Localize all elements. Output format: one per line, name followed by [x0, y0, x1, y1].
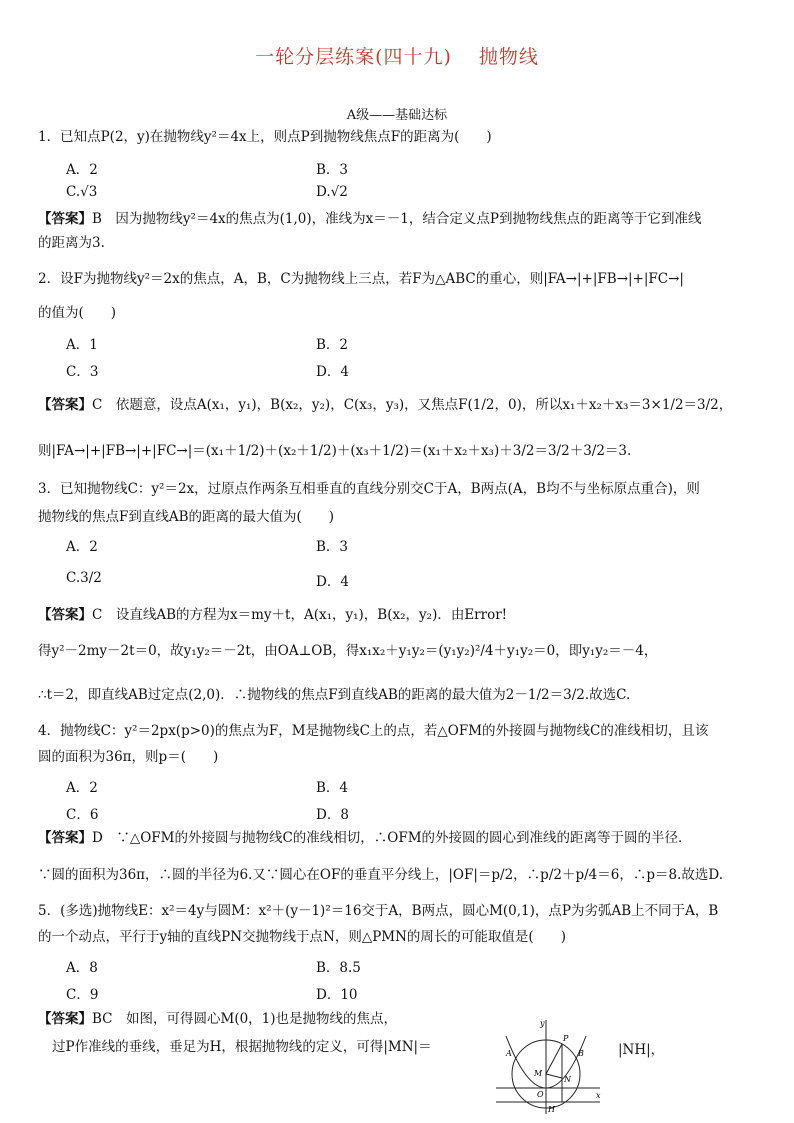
q4-answer-line-1: 【答案】D ∵△OFM的外接圆与抛物线C的准线相切，∴OFM的外接圆的圆心到准线的距离等于圆的半径． — [38, 830, 692, 846]
q5-option-d: D．10 — [316, 987, 358, 1003]
label-x: x — [596, 1091, 601, 1100]
q5-option-b: B．8.5 — [316, 960, 361, 976]
segment-mp — [546, 1044, 562, 1074]
q3-answer-line-1: 【答案】C 设直线AB的方程为x＝my＋t，A(x₁，y₁)，B(x₂，y₂)．由Error! — [38, 607, 508, 623]
q4-stem-line-1: 4．抛物线C：y²＝2px(p>0)的焦点为F，M是抛物线C上的点，若△OFM的外接圆与抛物线C的准线相切，且该 — [38, 723, 709, 739]
q1-answer-line-2: 的距离为3. — [38, 235, 105, 251]
label-b: B — [578, 1049, 584, 1058]
q3-answer-line-2: 得y²－2my－2t＝0，故y₁y₂＝－2t，由OA⊥OB，得x₁x₂＋y₁y₂＝(y₁y₂)²/4＋y₁y₂＝0，即y₁y₂＝－4， — [38, 643, 658, 659]
q2-option-b: B．2 — [316, 337, 349, 353]
answer-tag: 【答案】 — [38, 211, 92, 227]
q5-answer-line-2: 过P作准线的垂线，垂足为H，根据抛物线的定义，可得|MN|＝ — [52, 1039, 432, 1055]
q4-answer-line-2: ∵圆的面积为36π，∴圆的半径为6.又∵圆心在OF的垂直平分线上，|OF|＝p/2，∴p/2＋p/4＝6，∴p＝8.故选D. — [38, 867, 723, 883]
label-m: M — [534, 1069, 543, 1078]
q5-option-c: C．9 — [66, 987, 99, 1003]
q1-option-a: A．2 — [66, 162, 98, 178]
q1-answer-line-1: 【答案】B 因为抛物线y²＝4x的焦点为(1,0)，准线为x＝－1，结合定义点P到抛物线焦点的距离等于它到准线 — [38, 211, 702, 227]
label-h: H — [548, 1105, 555, 1114]
label-o: O — [537, 1090, 544, 1099]
q4-stem-line-2: 圆的面积为36π，则p＝( ) — [38, 749, 219, 765]
q4-option-d: D．8 — [316, 807, 349, 823]
q3-answer-line-3: ∴t＝2，即直线AB过定点(2,0)．∴抛物线的焦点F到直线AB的距离的最大值为2－1/2＝3/2.故选C. — [38, 687, 631, 703]
q4-option-c: C．6 — [66, 807, 99, 823]
q2-stem-line-1: 2．设F为抛物线y²＝2x的焦点，A，B，C为抛物线上三点，若F为△ABC的重心，则|FA→|+|FB→|+|FC→| — [38, 271, 684, 287]
q5-stem-line-1: 5．(多选)抛物线E：x²＝4y与圆M：x²＋(y－1)²＝16交于A，B两点，圆心M(0,1)，点P为劣弧AB上不同于A，B — [38, 903, 719, 919]
q3-option-d: D．4 — [316, 574, 349, 590]
q5-answer-line-1: 【答案】BC 如图，可得圆心M(0，1)也是抛物线的焦点， — [38, 1011, 398, 1027]
label-y: y — [540, 1019, 545, 1028]
q2-stem-line-2: 的值为( ) — [38, 305, 117, 321]
q3-stem-line-2: 抛物线的焦点F到直线AB的距离的最大值为( ) — [38, 509, 335, 525]
q4-option-a: A．2 — [66, 780, 98, 796]
q2-answer-line-2: 则|FA→|+|FB→|+|FC→|＝(x₁＋1/2)＋(x₂＋1/2)＋(x₃＋1/2)＝(x₁＋x₂＋x₃)＋3/2＝3/2＋3/2＝3. — [38, 443, 632, 459]
q1-option-d: D.√2 — [316, 184, 348, 200]
label-p: P — [563, 1034, 569, 1043]
q3-option-c: C.3/2 — [66, 570, 102, 586]
page-title: 一轮分层练案(四十九) 抛物线 — [255, 46, 539, 68]
q5-geometry-figure — [492, 1016, 604, 1118]
q2-option-d: D．4 — [316, 364, 349, 380]
q3-option-b: B．3 — [316, 539, 349, 555]
q2-option-c: C．3 — [66, 364, 99, 380]
q2-option-a: A．1 — [66, 337, 98, 353]
q1-stem: 1．已知点P(2，y)在抛物线y²＝4x上，则点P到抛物线焦点F的距离为( ) — [38, 129, 492, 145]
q3-option-a: A．2 — [66, 539, 98, 555]
section-heading: A级——基础达标 — [346, 108, 448, 123]
q1-option-b: B．3 — [316, 162, 349, 178]
q1-option-c: C.√3 — [66, 184, 98, 200]
segment-mn — [546, 1074, 562, 1078]
label-a: A — [506, 1049, 512, 1058]
q5-option-a: A．8 — [66, 960, 98, 976]
q5-stem-line-2: 的一个动点，平行于y轴的直线PN交抛物线于点N，则△PMN的周长的可能取值是( ) — [38, 929, 566, 945]
label-n: N — [564, 1075, 571, 1084]
q3-stem-line-1: 3．已知抛物线C：y²＝2x，过原点作两条互相垂直的直线分别交C于A，B两点(A，B均不与坐标原点重合)，则 — [38, 481, 700, 497]
q4-option-b: B．4 — [316, 780, 349, 796]
q5-answer-line-3: |NH|， — [618, 1042, 665, 1058]
q2-answer-line-1: 【答案】C 依题意，设点A(x₁，y₁)，B(x₂，y₂)，C(x₃，y₃)，又焦点F(1/2，0)，所以x₁＋x₂＋x₃＝3×1/2＝3/2， — [38, 397, 733, 413]
